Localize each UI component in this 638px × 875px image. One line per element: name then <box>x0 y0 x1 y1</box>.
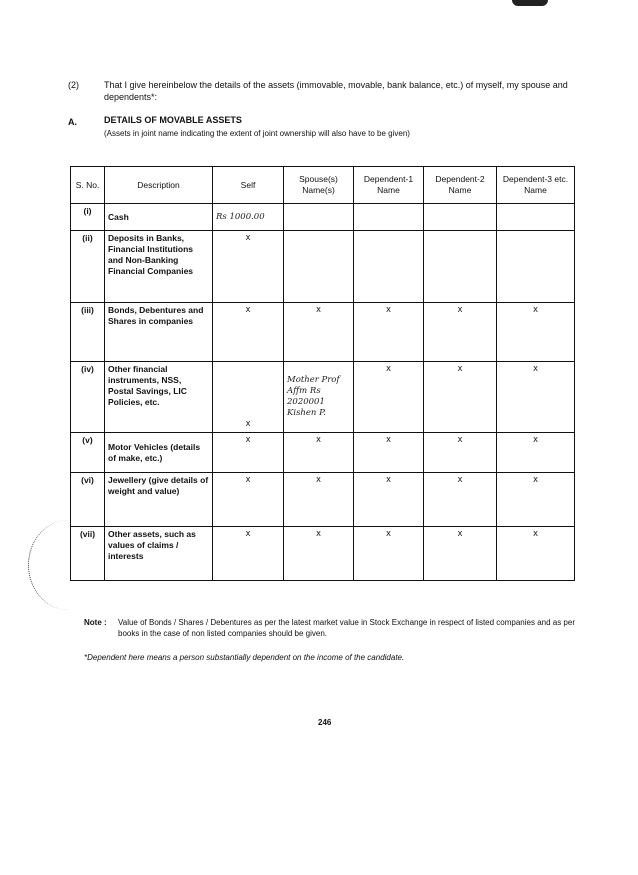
cell-dependent-1-mark: x <box>354 303 424 362</box>
cell-dependent-1 <box>354 231 424 303</box>
cell-dependent-2-mark: x <box>424 303 497 362</box>
header-spouse: Spouse(s) Name(s) <box>284 167 354 204</box>
section-title: DETAILS OF MOVABLE ASSETS <box>104 115 242 125</box>
cell-dependent-2-mark: x <box>424 527 497 581</box>
note-text: Value of Bonds / Shares / Debentures as per the latest market value in Stock Exchange in respect of listed companies and as per books in the case of non listed companies should be given. <box>118 618 575 638</box>
cell-spouse <box>284 231 354 303</box>
row-description: Other financial instruments, NSS, Postal Savings, LIC Policies, etc. <box>105 362 213 433</box>
row-description: Motor Vehicles (details of make, etc.) <box>105 433 213 473</box>
cell-dependent-1-mark: x <box>354 473 424 527</box>
cell-self-mark: x <box>213 473 284 527</box>
header-self: Self <box>213 167 284 204</box>
table-row <box>71 527 575 581</box>
intro-text: That I give hereinbelow the details of the assets (immovable, movable, bank balance, etc.) of myself, my spouse and dependents*: <box>104 80 568 102</box>
cell-self-value: Rs 1000.00 <box>213 204 284 231</box>
header-dependent-3: Dependent-3 etc. Name <box>497 167 575 204</box>
header-description: Description <box>105 167 213 204</box>
intro-number: (2) <box>68 80 79 90</box>
table-row <box>71 433 575 473</box>
footnote-text: *Dependent here means a person substantially dependent on the income of the candidate. <box>84 653 405 662</box>
cell-spouse-mark: x <box>284 473 354 527</box>
row-sno: (v) <box>71 433 105 473</box>
row-description: Jewellery (give details of weight and value) <box>105 473 213 527</box>
page-number: 246 <box>318 718 332 727</box>
cell-dependent-1-mark: x <box>354 433 424 473</box>
table-header-row <box>71 167 575 204</box>
cell-self-mark: x <box>213 527 284 581</box>
table-row <box>71 204 575 231</box>
row-description: Cash <box>105 204 213 231</box>
note-label: Note : <box>84 618 107 627</box>
section-letter: A. <box>68 117 77 127</box>
cell-dependent-3-mark: x <box>497 527 575 581</box>
row-sno: (iii) <box>71 303 105 362</box>
row-description: Other assets, such as values of claims / interests <box>105 527 213 581</box>
cell-spouse-mark: x <box>284 303 354 362</box>
cell-dependent-1-mark: x <box>354 362 424 433</box>
cell-self-mark: x <box>213 303 284 362</box>
cell-dependent-1 <box>354 204 424 231</box>
cell-dependent-3-mark: x <box>497 303 575 362</box>
header-sno: S. No. <box>71 167 105 204</box>
movable-assets-table <box>70 166 575 581</box>
cell-dependent-2-mark: x <box>424 362 497 433</box>
row-sno: (ii) <box>71 231 105 303</box>
row-sno: (vii) <box>71 527 105 581</box>
cell-self-mark: x <box>213 433 284 473</box>
header-dependent-1: Dependent-1 Name <box>354 167 424 204</box>
cell-self-mark: x <box>213 231 284 303</box>
cell-dependent-2-mark: x <box>424 433 497 473</box>
cell-self-mark: x <box>213 362 284 433</box>
table-row <box>71 303 575 362</box>
cell-dependent-3-mark: x <box>497 433 575 473</box>
cell-dependent-2-mark: x <box>424 473 497 527</box>
table-row <box>71 362 575 433</box>
cell-spouse-handwritten: Mother Prof Affm Rs 2020001 Kishen P. <box>284 362 354 433</box>
row-description: Deposits in Banks, Financial Institutions and Non-Banking Financial Companies <box>105 231 213 303</box>
table-row <box>71 473 575 527</box>
cell-dependent-3-mark: x <box>497 473 575 527</box>
table-row <box>71 231 575 303</box>
cell-spouse-mark: x <box>284 433 354 473</box>
cell-dependent-2 <box>424 204 497 231</box>
header-dependent-2: Dependent-2 Name <box>424 167 497 204</box>
cell-dependent-3 <box>497 231 575 303</box>
row-sno: (iv) <box>71 362 105 433</box>
row-sno: (vi) <box>71 473 105 527</box>
row-description: Bonds, Debentures and Shares in companies <box>105 303 213 362</box>
cell-dependent-3 <box>497 204 575 231</box>
section-subtitle: (Assets in joint name indicating the extent of joint ownership will also have to be given) <box>104 129 410 138</box>
cell-dependent-3-mark: x <box>497 362 575 433</box>
cell-dependent-2 <box>424 231 497 303</box>
cell-spouse <box>284 204 354 231</box>
cell-dependent-1-mark: x <box>354 527 424 581</box>
scan-mark-top <box>512 0 548 6</box>
cell-spouse-mark: x <box>284 527 354 581</box>
row-sno: (i) <box>71 204 105 231</box>
